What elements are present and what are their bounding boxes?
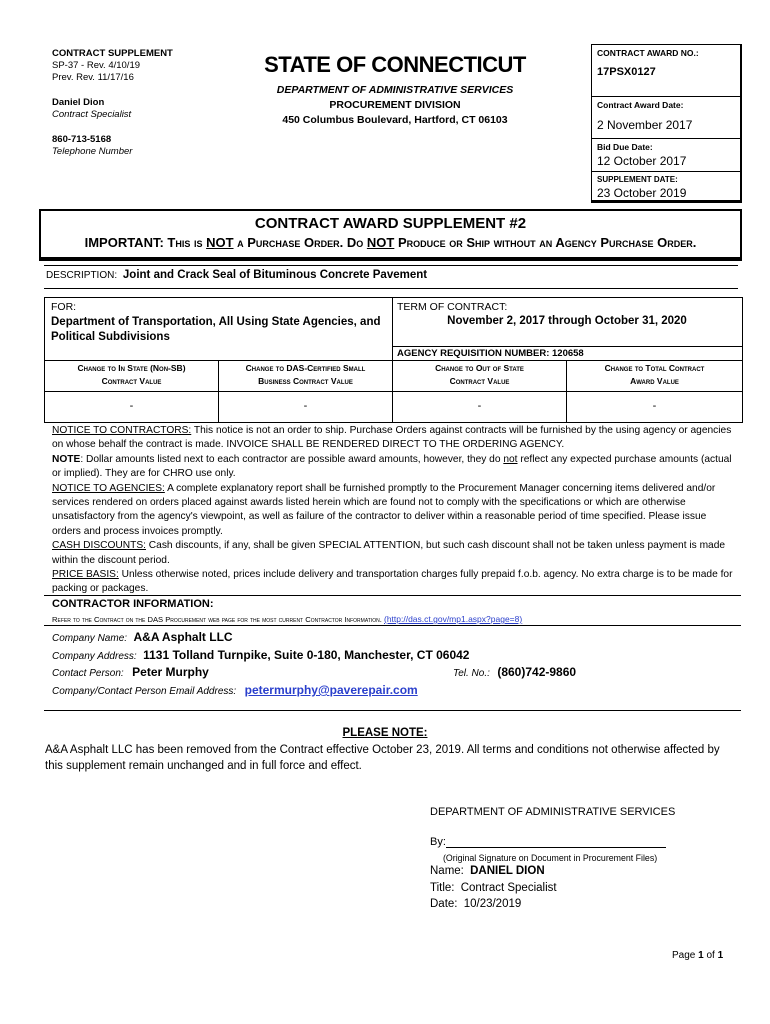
contact-person: Peter Murphy — [132, 665, 209, 679]
company-name: A&A Asphalt LLC — [133, 630, 233, 644]
requisition-number: AGENCY REQUISITION NUMBER: 120658 — [397, 348, 584, 359]
division-name: PROCUREMENT DIVISION — [329, 99, 461, 111]
contact-tel: (860)742-9860 — [497, 665, 577, 679]
department-name: DEPARTMENT OF ADMINISTRATIVE SERVICES — [276, 84, 514, 96]
change-value-in-state: - — [129, 400, 134, 412]
bid-due-date: 12 October 2017 — [597, 154, 687, 168]
description-label: DESCRIPTION: — [46, 270, 118, 281]
supplement-title-box — [39, 209, 742, 261]
award-no: 17PSX0127 — [597, 66, 656, 78]
please-note-text: A&A Asphalt LLC has been removed from the Contract effective October 23, 2019. All terms and conditions not otherwise affected by this supplement remain unchanged and in full force and effect. — [45, 744, 720, 772]
change-value-total: - — [652, 400, 657, 412]
signer-title: Contract Specialist — [460, 882, 557, 894]
tel-row: Tel. No.: (860)742-9860 — [453, 665, 577, 679]
signature-title-row: Title: Contract Specialist — [430, 882, 557, 894]
company-name-row: Company Name: A&A Asphalt LLC — [52, 630, 233, 644]
contact-name: Daniel Dion — [52, 97, 105, 108]
signature-date-row: Date: 10/23/2019 — [430, 898, 522, 910]
award-no-label: CONTRACT AWARD NO.: — [597, 48, 699, 58]
description-row — [46, 269, 427, 281]
supplement-title: CONTRACT AWARD SUPPLEMENT #2 — [254, 215, 527, 232]
note: NOTE: Dollar amounts listed next to each contractor are possible award amounts, however, they do not reflect any expected purchase amounts (actual or implied). They are for CHRO use only. — [52, 453, 732, 480]
divider — [44, 710, 741, 711]
bid-due-label: Bid Due Date: — [597, 142, 653, 152]
notices-block — [52, 424, 734, 597]
contact-phone: 860-713-5168 — [52, 134, 112, 145]
divider — [44, 288, 738, 289]
company-address-row: Company Address: 1131 Tolland Turnpike, Suite 0-180, Manchester, CT 06042 — [52, 648, 470, 662]
contractor-heading: CONTRACTOR INFORMATION: — [52, 598, 214, 610]
signer-name: DANIEL DION — [470, 865, 545, 877]
form-prev-revision: Prev. Rev. 11/17/16 — [52, 72, 134, 83]
divider — [44, 625, 741, 626]
contact-person-row: Contact Person: Peter Murphy — [52, 665, 209, 679]
contractor-refer-line: Refer to the Contract on the DAS Procurement web page for the most current Contractor Information. (http://das.ct.gov/mp1.aspx?page=8) — [52, 614, 523, 624]
price-basis: PRICE BASIS: Unless otherwise noted, prices include delivery and transportation charges fully prepaid f.o.b. agency. No extra charge is to be made for packing or packages. — [52, 569, 733, 595]
contact-email-link[interactable]: petermurphy@paverepair.com — [244, 683, 418, 697]
award-date-label: Contract Award Date: — [597, 100, 684, 110]
department-address: 450 Columbus Boulevard, Hartford, CT 06103 — [282, 114, 508, 126]
for-label: FOR: — [51, 301, 77, 313]
signature-date: 10/23/2019 — [463, 898, 522, 910]
form-revision: SP-37 - Rev. 4/10/19 — [52, 60, 141, 71]
signature-by-row: By: — [430, 836, 666, 848]
phone-label: Telephone Number — [52, 146, 133, 157]
header-center-block — [240, 52, 550, 126]
signature-name-row: Name: DANIEL DION — [430, 865, 545, 877]
page-number: Page 1 of 1 — [672, 950, 724, 961]
divider — [44, 265, 738, 266]
description-value: Joint and Crack Seal of Bituminous Concrete Pavement — [122, 269, 428, 281]
form-name: CONTRACT SUPPLEMENT — [52, 48, 173, 59]
cash-discounts: CASH DISCOUNTS: Cash discounts, if any, shall be given SPECIAL ATTENTION, but such cash discount shall not be taken unless payment is made within the discount period. — [52, 540, 726, 566]
notice-to-contractors: NOTICE TO CONTRACTORS: This notice is not an order to ship. Purchase Orders against contracts will be furnished by the using agency or agencies on whose behalf the contract is made. INVOICE SHALL BE RENDERED DIRECT TO THE ORDERING AGENCY. — [52, 425, 732, 451]
change-value-out-of-state: - — [477, 400, 482, 412]
contact-title: Contract Specialist — [52, 109, 132, 120]
important-notice: IMPORTANT: This is NOT a Purchase Order. Do NOT Produce or Ship without an Agency Purchase Order. — [84, 235, 697, 250]
email-row: Company/Contact Person Email Address: petermurphy@paverepair.com — [52, 683, 418, 697]
supplement-date-label: SUPPLEMENT DATE: — [597, 175, 678, 184]
for-value: Department of Transportation, All Using State Agencies, and Political Subdivisions — [51, 316, 381, 343]
change-header-small-business: Change to DAS-Certified Small Business Contract Value — [245, 363, 366, 386]
notice-to-agencies: NOTICE TO AGENCIES: A complete explanatory report shall be furnished promptly to the Procurement Manager concerning items delivered and/or services rendered on orders placed against awards listed herein which are found not to comply with the specifications or which are otherwise unsatisfactory from the agency's viewpoint, as well as failure of the contractor to deliver within a reasonable period of time specified. Please issue orders and process invoices promptly. — [52, 482, 716, 537]
das-procurement-link[interactable]: (http://das.ct.gov/mp1.aspx?page=8) — [383, 614, 523, 624]
change-header-out-of-state: Change to Out of State Contract Value — [435, 363, 524, 386]
supplement-date: 23 October 2019 — [597, 186, 687, 200]
please-note-heading: PLEASE NOTE: — [342, 727, 428, 739]
change-value-small-business: - — [303, 400, 308, 412]
change-header-in-state: Change to In State (Non-SB) Contract Value — [77, 363, 186, 386]
term-value: November 2, 2017 through October 31, 2020 — [447, 315, 687, 327]
divider — [44, 595, 741, 596]
for-term-table — [44, 297, 743, 423]
signature-dept: DEPARTMENT OF ADMINISTRATIVE SERVICES — [430, 806, 676, 818]
contract-award-box — [591, 44, 742, 203]
signature-orig-note: (Original Signature on Document in Procurement Files) — [443, 853, 658, 863]
company-address: 1131 Tolland Turnpike, Suite 0-180, Manchester, CT 06042 — [143, 648, 470, 662]
award-date: 2 November 2017 — [597, 118, 693, 132]
state-title: STATE OF CONNECTICUT — [264, 52, 526, 77]
header-left-block — [52, 48, 173, 158]
term-label: TERM OF CONTRACT: — [397, 301, 508, 313]
change-header-total: Change to Total Contract Award Value — [604, 363, 705, 386]
signature-line — [446, 847, 666, 848]
